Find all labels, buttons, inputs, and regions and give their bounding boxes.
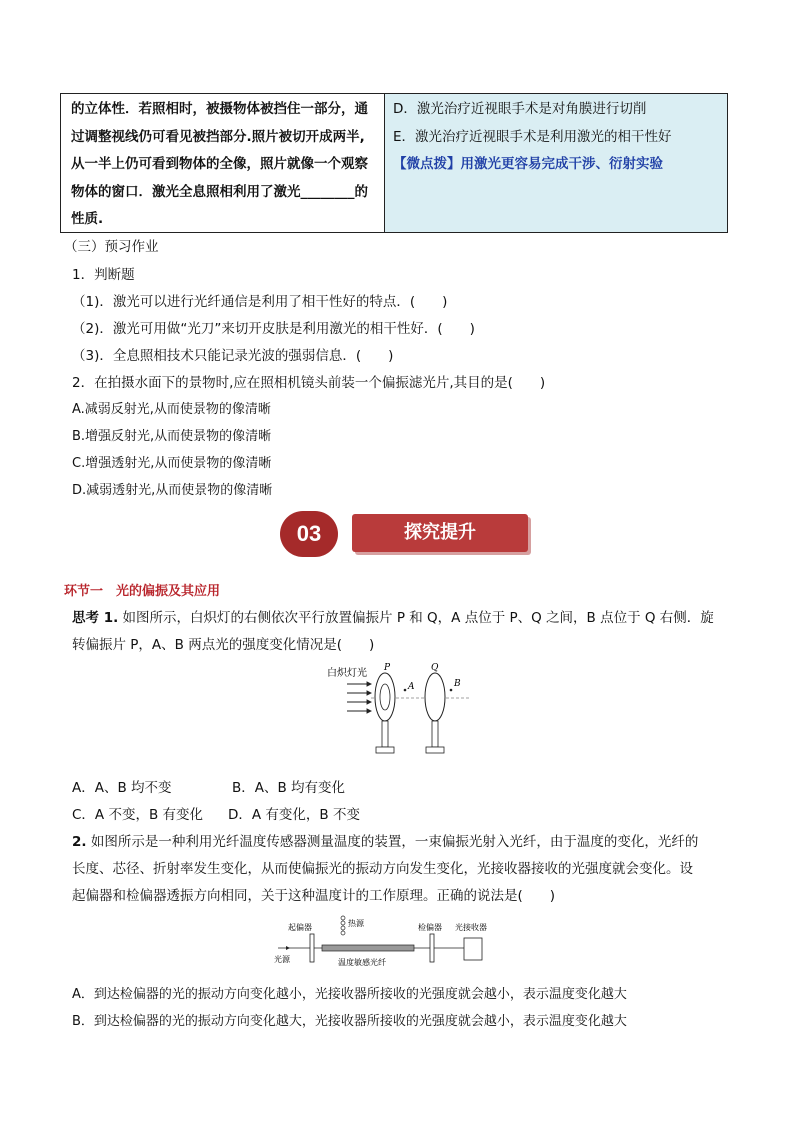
- option-d: D.减弱透射光,从而使景物的像清晰: [72, 483, 273, 498]
- heat-source-icon: [341, 916, 345, 935]
- fiber-sensor-figure: [270, 912, 505, 972]
- section-title: 探究提升: [352, 514, 528, 552]
- option-a: A.减弱反射光,从而使景物的像清晰: [72, 402, 271, 417]
- fig2-source-label: 光源: [274, 955, 290, 964]
- section-number: 03: [280, 511, 338, 557]
- point-a: [404, 689, 407, 692]
- judge-title: 1．判断题: [72, 267, 135, 283]
- fig2-polarizer: [310, 934, 314, 962]
- q2-label: 2.: [72, 834, 87, 850]
- think1-option-d: D．A 有变化，B 不变: [228, 807, 360, 823]
- fig2-heat-label: 热源: [348, 919, 364, 928]
- option-d-text: D．激光治疗近视眼手术是对角膜进行切削: [393, 101, 647, 117]
- preview-heading: （三）预习作业: [64, 239, 159, 255]
- judge-item-1: （1)．激光可以进行光纤通信是利用了相干性好的特点．( ): [72, 294, 448, 310]
- hint-text: 用激光更容易完成干涉、衍射实验: [460, 156, 663, 172]
- q2-option-b: B．到达检偏器的光的振动方向变化越大，光接收器所接收的光强度就会越小，表示温度变化越大: [72, 1014, 627, 1029]
- q2-line3: 起偏器和检偏器透振方向相同，关于这种温度计的工作原理。正确的说法是( ): [72, 888, 556, 904]
- question-2-title: 2．在拍摄水面下的景物时,应在照相机镜头前装一个偏振滤光片,其目的是( ): [72, 375, 546, 391]
- label-b: B: [454, 679, 461, 689]
- judge-item-2: （2)．激光可用做“光刀”来切开皮肤是利用激光的相干性好．( ): [72, 321, 475, 337]
- hint-tag: 【微点拨】: [393, 156, 461, 172]
- q2-text: 如图所示是一种利用光纤温度传感器测量温度的装置，一束偏振光射入光纤，由于温度的变化，光纤的: [90, 834, 699, 850]
- hint-line: [393, 153, 721, 181]
- q2-line1: [72, 830, 698, 850]
- q2-line2: 长度、芯径、折射率发生变化，从而使偏振光的振动方向发生变化，光接收器接收的光强度就会变化。设: [72, 861, 693, 877]
- section-banner: [280, 510, 530, 558]
- label-p: P: [384, 663, 391, 673]
- fig2-analyzer: [430, 934, 434, 962]
- segment-title: 环节一 光的偏振及其应用: [64, 584, 221, 599]
- judge-item-3: （3)．全息照相技术只能记录光波的强弱信息．( ): [72, 348, 394, 364]
- fig2-arrow: [286, 946, 290, 950]
- continuation-table: [60, 93, 728, 233]
- q2-option-a: A．到达检偏器的光的振动方向变化越小，光接收器所接收的光强度就会越小，表示温度变化越大: [72, 987, 627, 1002]
- option-e-text: E．激光治疗近视眼手术是利用激光的相干性好: [393, 128, 672, 145]
- think1-label: 思考 1.: [72, 610, 119, 626]
- table-left-line: 物体的窗口．激光全息照相利用了激光________的: [71, 183, 368, 200]
- fig2-fiber-label: 温度敏感光纤: [338, 958, 386, 967]
- think1-option-b: B．A、B 均有变化: [232, 780, 346, 796]
- table-left-line: 从一半上仍可看到物体的全像，照片就像一个观察: [71, 156, 368, 172]
- table-left-line: 的立体性．若照相时，被摄物体被挡住一部分，通: [71, 101, 368, 117]
- light-arrows: [347, 682, 371, 713]
- label-a: A: [408, 682, 415, 692]
- think1-option-c: C．A 不变，B 有变化: [72, 807, 204, 823]
- table-left-line: 过调整视线仍可看见被挡部分.照片被切开成两半,: [71, 128, 365, 145]
- polarizer-q: [425, 663, 445, 753]
- think1-text: 如图所示，白炽灯的右侧依次平行放置偏振片 P 和 Q，A 点位于 P、Q 之间，B 点位于 Q 右侧．旋: [122, 610, 714, 626]
- polarizer-figure: [325, 660, 475, 772]
- table-left-cell: [61, 94, 385, 232]
- fig2-receiver-label: 光接收器: [455, 923, 487, 932]
- think1-line1: [72, 606, 714, 626]
- table-left-line: 性质.: [71, 211, 104, 227]
- option-c: C.增强透射光,从而使景物的像清晰: [72, 456, 272, 471]
- label-q: Q: [431, 663, 439, 673]
- think1-line2: 转偏振片 P，A、B 两点光的强度变化情况是( ): [72, 637, 375, 653]
- option-b: B.增强反射光,从而使景物的像清晰: [72, 429, 272, 444]
- table-right-cell: [385, 94, 727, 232]
- polarizer-p: [375, 663, 395, 753]
- fig2-receiver: [464, 938, 482, 960]
- fig2-fiber: [322, 945, 414, 951]
- fig2-analyzer-label: 检偏器: [418, 923, 442, 932]
- figure1-light-label: 白炽灯光: [327, 668, 367, 679]
- fig2-polarizer-label: 起偏器: [288, 923, 312, 932]
- think1-option-a: A．A、B 均不变: [72, 780, 172, 796]
- point-b: [450, 689, 453, 692]
